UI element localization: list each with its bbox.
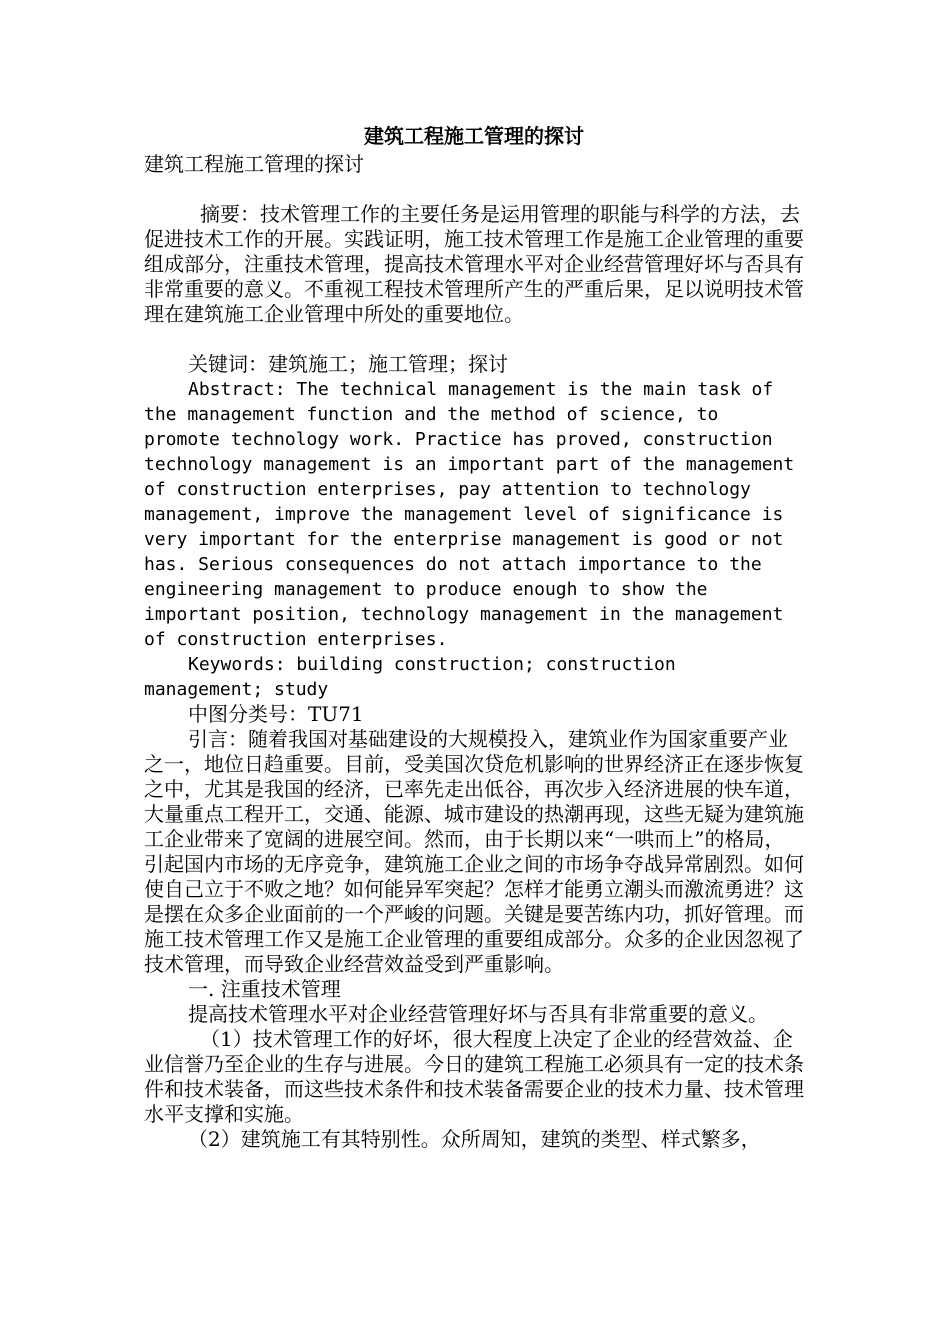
document-body — [144, 120, 804, 1152]
blank-line — [144, 177, 804, 202]
section-heading: 一. 注重技术管理 — [188, 977, 341, 1001]
blank-line — [144, 327, 804, 352]
intro-paragraph: 引言：随着我国对基础建设的大规模投入，建筑业作为国家重要产业之一，地位日趋重要。目前，受美国次贷危机影响的世界经济正在逐步恢复之中，尤其是我国的经济，已率先走出低谷，再次步入经济进展的快车道，大量重点工程开工，交通、能源、城市建设的热潮再现，这些无疑为建筑施工企业带来了宽阔的进展空间。然而，由于长期以来“一哄而上”的格局，引起国内市场的无序竞争，建筑施工企业之间的市场争夺战异常剧烈。如何使自己立于不败之地？如何能异军突起？怎样才能勇立潮头而激流勇进？这是摆在众多企业面前的一个严峻的问题。关键是要苦练内功，抓好管理。而施工技术管理工作又是施工企业管理的重要组成部分。众多的企业因忽视了技术管理，而导致企业经营效益受到严重影响。 — [144, 727, 804, 976]
document-subtitle: 建筑工程施工管理的探讨 — [144, 152, 364, 176]
list-item-2: （2）建筑施工有其特别性。众所周知，建筑的类型、样式繁多， — [188, 1127, 761, 1151]
keywords-en-line: Keywords: building construction; construction management; study — [144, 654, 676, 700]
document-title: 建筑工程施工管理的探讨 — [364, 124, 584, 148]
keywords-cn-line: 关键词：建筑施工；施工管理；探讨 — [188, 352, 508, 376]
list-item-1: （1）技术管理工作的好坏，很大程度上决定了企业的经营效益、企业信誉乃至企业的生存与进展。今日的建筑工程施工必须具有一定的技术条件和技术装备，而这些技术条件和技术装备需要企业的技术力量、技术管理水平支撑和实施。 — [144, 1027, 804, 1126]
classification-line: 中图分类号：TU71 — [188, 702, 364, 726]
abstract-en-paragraph: Abstract: The technical management is the main task of the management function and the method of science, to promote technology work. Practice has proved, construction technology management is an important part of the management of construction enterprises, pay attention to technology management, improve the management level of significance is very important for the enterprise management is good or not has. Serious consequences do not attach importance to the engineering management to produce enough to show the important position, technology management in the management of construction enterprises. — [144, 379, 795, 650]
abstract-cn-paragraph: 摘要：技术管理工作的主要任务是运用管理的职能与科学的方法，去促进技术工作的开展。实践证明，施工技术管理工作是施工企业管理的重要组成部分，注重技术管理，提高技术管理水平对企业经营管理好坏与否具有非常重要的意义。不重视工程技术管理所产生的严重后果，足以说明技术管理在建筑施工企业管理中所处的重要地位。 — [144, 202, 804, 326]
section-lead-paragraph: 提高技术管理水平对企业经营管理好坏与否具有非常重要的意义。 — [188, 1002, 768, 1026]
